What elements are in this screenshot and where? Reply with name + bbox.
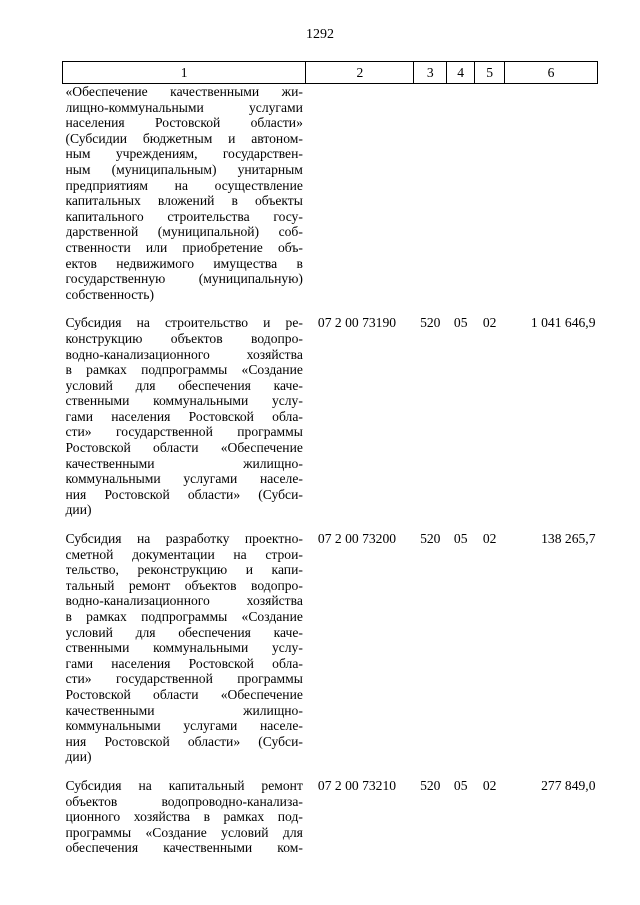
expense-type: 520 <box>420 315 441 331</box>
description-line: условий для обеспечения каче- <box>65 377 303 393</box>
amount: 277 849,0 <box>541 777 596 793</box>
description-line: Субсидия на капитальный ремонт <box>65 777 303 793</box>
description-line: предприятиям на осуществление <box>65 177 303 193</box>
description-line: капитального строительства госу- <box>65 208 303 224</box>
budget-code <box>306 84 414 316</box>
description-line: Субсидия на строительство и ре- <box>65 315 303 331</box>
header-col-1: 1 <box>63 62 306 84</box>
description-line: тальный ремонт объектов водопро- <box>65 577 303 593</box>
budget-code: 07 2 00 73200 <box>317 531 397 547</box>
description-line: обеспечения качественными ком- <box>65 840 303 856</box>
table-row <box>63 778 598 869</box>
description-line: сметной документации на строи- <box>65 546 303 562</box>
expense-type: 520 <box>420 531 441 547</box>
description-line: водно-канализационного хозяйства <box>65 593 303 609</box>
description-line: коммунальными услугами населе- <box>65 718 303 734</box>
section: 05 <box>453 531 468 547</box>
description-line: конструкцию объектов водопро- <box>65 330 303 346</box>
description-line: сти» государственной программы <box>65 671 303 687</box>
description-line: ным (муниципальным) унитарным <box>65 161 303 177</box>
subsection: 02 <box>482 531 497 547</box>
section: 05 <box>453 777 468 793</box>
row-description <box>63 315 306 531</box>
description-line: ния Ростовской области» (Субси- <box>65 486 303 502</box>
table-row <box>63 315 598 531</box>
description-line: ектов недвижимого имущества в <box>65 255 303 271</box>
description-line: программы «Создание условий для <box>65 824 303 840</box>
description-line: дарственной (муниципальной) соб- <box>65 224 303 240</box>
description-line: дии) <box>65 749 92 765</box>
budget-table <box>62 61 598 869</box>
expense-type: 520 <box>420 777 441 793</box>
header-col-4: 4 <box>447 62 475 84</box>
description-line: ственности или приобретение объ- <box>65 239 303 255</box>
amount: 138 265,7 <box>541 531 596 547</box>
row-description <box>63 531 306 778</box>
header-col-5: 5 <box>475 62 505 84</box>
table-header <box>63 62 598 84</box>
description-line: тельство, реконструкцию и капи- <box>65 562 303 578</box>
budget-code: 07 2 00 73210 <box>317 777 397 793</box>
description-line: населения Ростовской области» <box>65 115 303 131</box>
amount <box>505 84 598 316</box>
description-line: качественными жилищно- <box>65 702 303 718</box>
table-row <box>63 84 598 316</box>
description-line: «Обеспечение качественными жи- <box>65 84 303 99</box>
amount: 1 041 646,9 <box>530 315 596 331</box>
expense-type <box>414 84 447 316</box>
subsection <box>475 84 505 316</box>
description-line: (Субсидии бюджетным и автоном- <box>65 130 303 146</box>
description-line: Субсидия на разработку проектно- <box>65 531 303 547</box>
table-body <box>63 84 598 869</box>
budget-code: 07 2 00 73190 <box>317 315 397 331</box>
section: 05 <box>453 315 468 331</box>
description-line: сти» государственной программы <box>65 424 303 440</box>
section <box>447 84 475 316</box>
description-line: государственную (муниципальную) <box>65 271 303 287</box>
description-line: коммунальными услугами населе- <box>65 471 303 487</box>
description-line: ционного хозяйства в рамках под- <box>65 809 303 825</box>
description-line: дии) <box>65 502 92 518</box>
page-number: 1292 <box>306 27 334 42</box>
description-line: качественными жилищно- <box>65 455 303 471</box>
description-line: ственными коммунальными услу- <box>65 640 303 656</box>
description-line: в рамках подпрограммы «Создание <box>65 609 303 624</box>
header-col-6: 6 <box>505 62 598 84</box>
subsection: 02 <box>482 315 497 331</box>
description-line: ственными коммунальными услу- <box>65 393 303 409</box>
header-row <box>63 62 598 84</box>
description-line: лищно-коммунальными услугами <box>65 99 303 115</box>
description-line: гами населения Ростовской обла- <box>65 655 303 671</box>
description-line: Ростовской области «Обеспечение <box>65 440 303 456</box>
subsection: 02 <box>482 777 497 793</box>
table-row <box>63 531 598 778</box>
description-line: ния Ростовской области» (Субси- <box>65 733 303 749</box>
description-line: водно-канализационного хозяйства <box>65 346 303 362</box>
header-col-2: 2 <box>306 62 414 84</box>
row-description <box>63 84 306 316</box>
description-line: капитальных вложений в объекты <box>65 193 303 209</box>
header-col-3: 3 <box>414 62 447 84</box>
description-line: ным учреждениям, государствен- <box>65 146 303 162</box>
description-line: гами населения Ростовской обла- <box>65 408 303 424</box>
row-description <box>63 778 306 869</box>
description-line: в рамках подпрограммы «Создание <box>65 362 303 378</box>
description-line: объектов водопроводно-канализа- <box>65 793 303 809</box>
description-line: собственность) <box>65 286 154 302</box>
description-line: Ростовской области «Обеспечение <box>65 686 303 702</box>
description-line: условий для обеспечения каче- <box>65 624 303 640</box>
